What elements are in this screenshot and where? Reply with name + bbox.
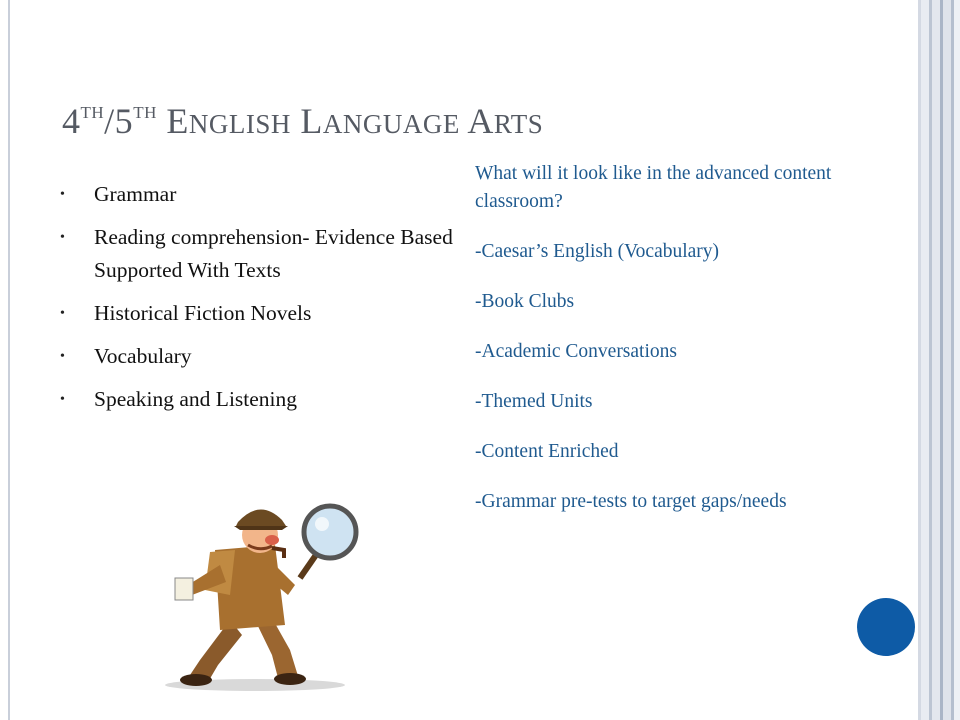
panel-item: -Book Clubs: [475, 291, 575, 312]
topic-list: [60, 178, 460, 426]
list-item: • Vocabulary: [60, 340, 460, 373]
detective-with-magnifying-glass-icon: [160, 490, 370, 695]
panel-question: What will it look like in the advanced content classroom?: [475, 163, 832, 212]
decorative-circle: [857, 598, 915, 656]
panel-item: -Content Enriched: [475, 441, 619, 462]
list-item: • Historical Fiction Novels: [60, 297, 460, 330]
bullet-icon: •: [60, 230, 65, 245]
slide-frame-left: [8, 0, 10, 720]
list-item: • Speaking and Listening: [60, 383, 460, 416]
decorative-side-band: [921, 0, 960, 720]
advanced-content-panel: [475, 160, 870, 538]
bullet-icon: •: [60, 187, 65, 202]
list-item: • Reading comprehension- Evidence Based Supported With Texts: [60, 221, 460, 287]
bullet-icon: •: [60, 306, 65, 321]
bullet-icon: •: [60, 392, 65, 407]
panel-item: -Grammar pre-tests to target gaps/needs: [475, 491, 787, 512]
panel-item: -Caesar’s English (Vocabulary): [475, 241, 720, 262]
panel-item: -Academic Conversations: [475, 341, 677, 362]
bullet-icon: •: [60, 349, 65, 364]
panel-item: -Themed Units: [475, 391, 593, 412]
list-item: • Grammar: [60, 178, 460, 211]
slide-title: 4TH/5TH ENGLISH LANGUAGE ARTS: [62, 101, 544, 141]
